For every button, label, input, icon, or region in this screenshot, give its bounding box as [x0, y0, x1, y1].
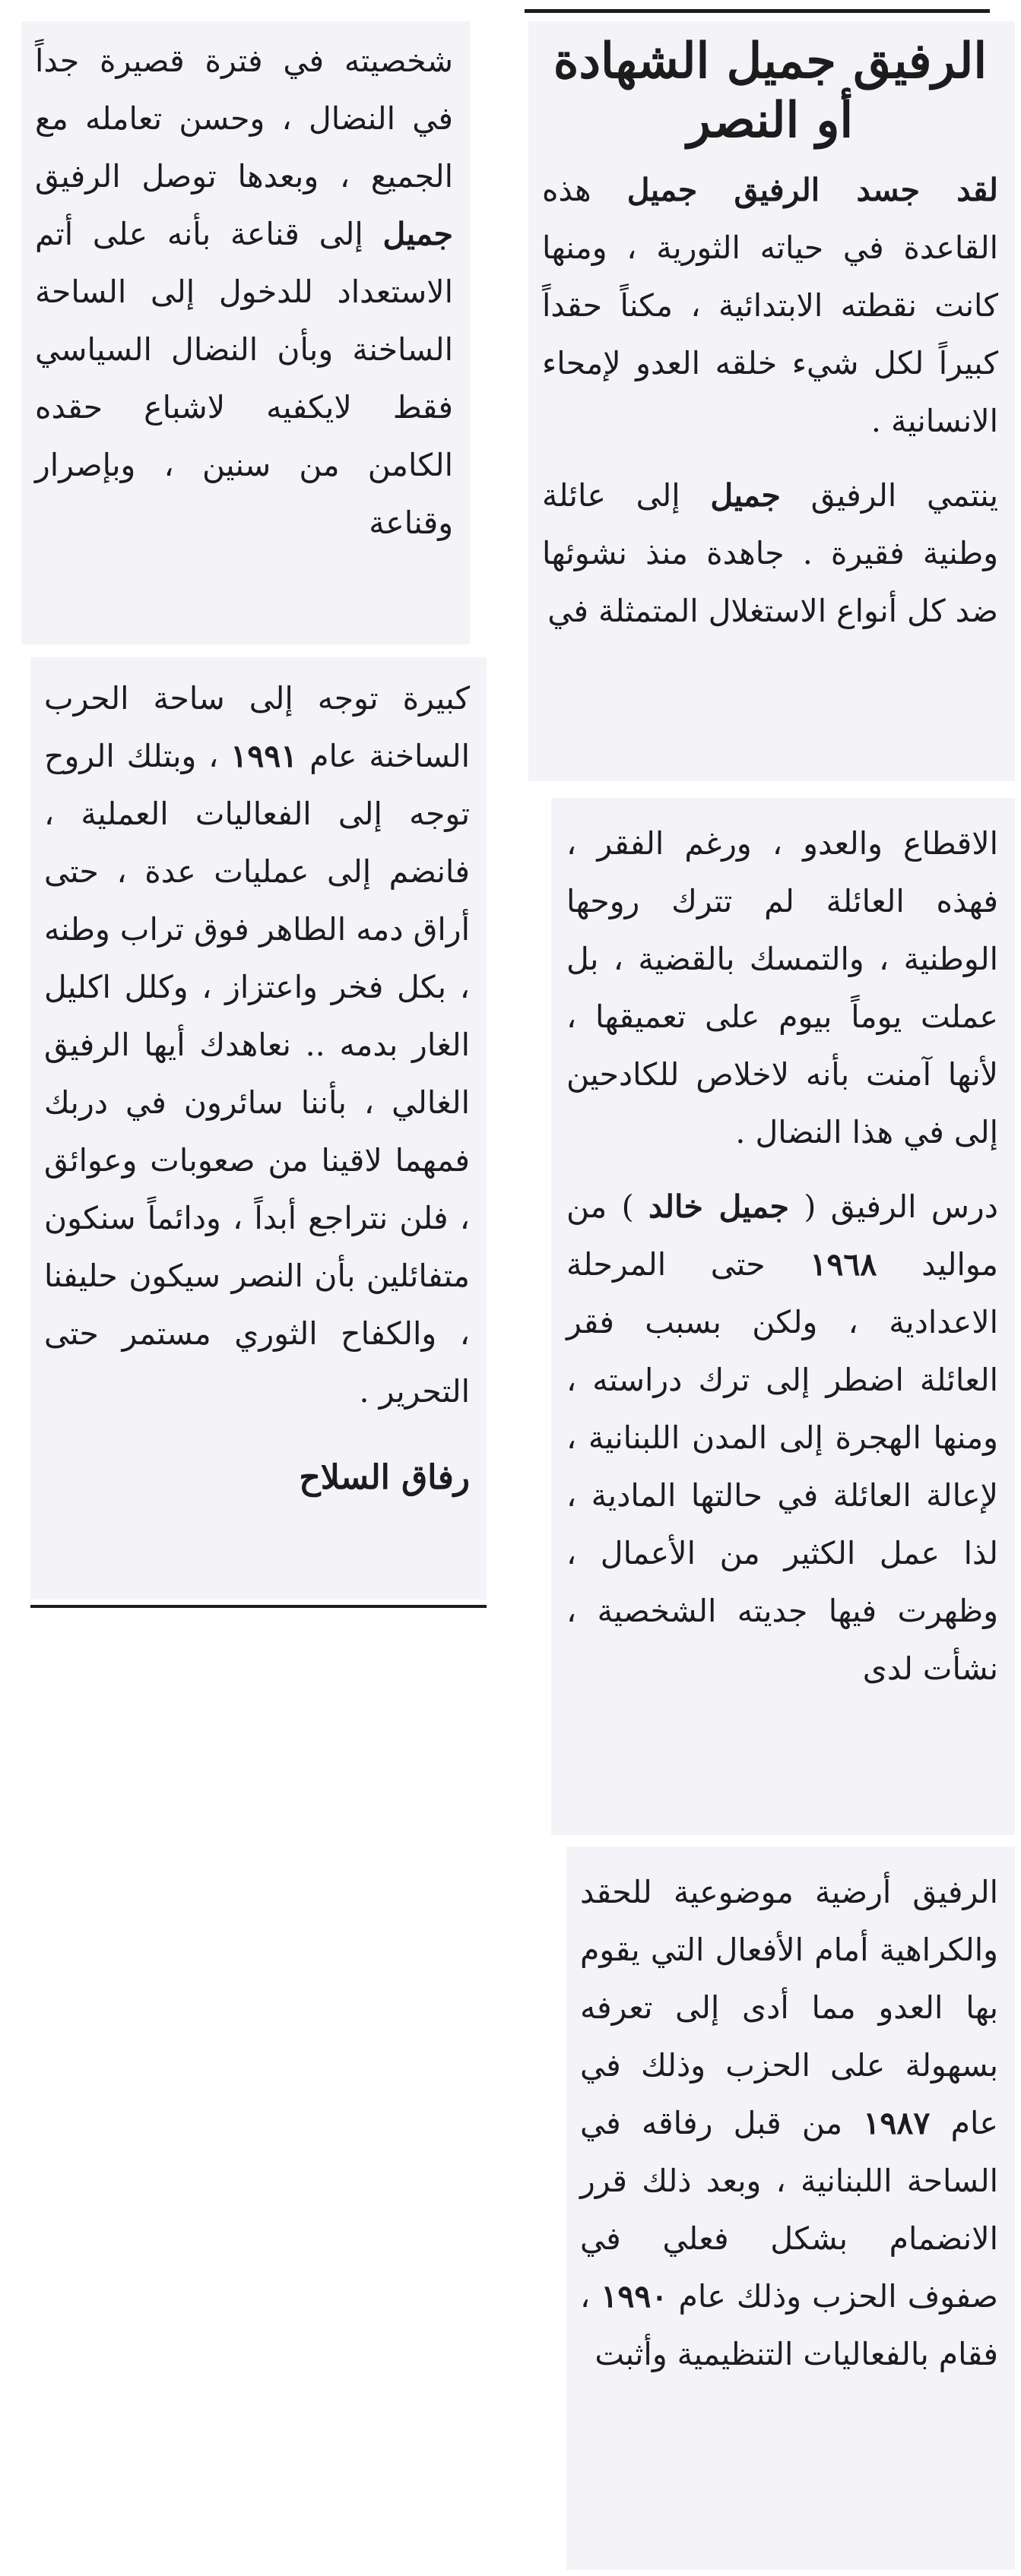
- paragraph: لقد جسد الرفيق جميل هذه القاعدة في حياته الثورية ، ومنها كانت نقطته الابتدائية ، مكناً حقداً كبيراً لكل شيء خلقه العدو لإمحاء الانسانية .: [542, 172, 998, 439]
- signature: رفاق السلاح: [299, 1458, 470, 1497]
- column-e: [30, 657, 487, 1600]
- bottom-rule: [30, 1605, 487, 1608]
- top-rule: [525, 9, 990, 13]
- year: ١٩٨٧: [863, 2105, 931, 2141]
- year: ١٩٩١: [230, 738, 298, 774]
- person-name: جميل: [710, 477, 781, 514]
- bold-lead: لقد جسد الرفيق جميل: [626, 172, 998, 208]
- column-d: [21, 21, 470, 644]
- year: ١٩٩٠: [601, 2278, 668, 2315]
- paragraph: كبيرة توجه إلى ساحة الحرب الساخنة عام ١٩٩١ ، وبتلك الروح توجه إلى الفعاليات العملية ، فانضم إلى عمليات عدة ، حتى أراق دمه الطاهر فوق تراب وطنه ، بكل فخر واعتزاز ، وكلل اكليل الغار بدمه .. نعاهدك أيها الرفيق الغالي ، بأننا سائرون في دربك فمهما لاقينا من صعوبات وعوائق ، فلن نتراجع أبداً ، ودائماً سنكون متفائلين بأن النصر سيكون حليفنا ، والكفاح الثوري مستمر حتى التحرير .: [44, 680, 470, 1410]
- column-b: [551, 798, 1015, 1835]
- paragraph: درس الرفيق ( جميل خالد ) من مواليد ١٩٦٨ حتى المرحلة الاعدادية ، ولكن بسبب فقر العائلة اضطر إلى ترك دراسته ، ومنها الهجرة إلى المدن اللبنانية ، لإعالة العائلة في حالتها المادية ، لذا عمل الكثير من الأعمال ، وظهرت فيها جديته الشخصية ، نشأت لدى: [566, 1188, 998, 1687]
- person-name: جميل: [382, 216, 453, 252]
- column-a: [528, 21, 1015, 781]
- person-name: جميل خالد: [648, 1188, 789, 1225]
- article-title: الرفيق جميل الشهادة أو النصر: [553, 33, 988, 149]
- year: ١٩٦٨: [810, 1246, 877, 1283]
- paragraph: الرفيق أرضية موضوعية للحقد والكراهية أمام الأفعال التي يقوم بها العدو مما أدى إلى تعرفه بسهولة على الحزب وذلك في عام ١٩٨٧ من قبل رفاقه في الساحة اللبنانية ، وبعد ذلك قرر الانضمام بشكل فعلي في صفوف الحزب وذلك عام ١٩٩٠ ، فقام بالفعاليات التنظيمية وأثبت: [580, 1874, 998, 2372]
- paragraph: الاقطاع والعدو ، ورغم الفقر ، فهذه العائلة لم تترك روحها الوطنية ، والتمسك بالقضية ، بل عملت يوماً بيوم على تعميقها ، لأنها آمنت بأنه لاخلاص للكادحين إلى في هذا النضال .: [566, 825, 998, 1150]
- paragraph: ينتمي الرفيق جميل إلى عائلة وطنية فقيرة . جاهدة منذ نشوئها ضد كل أنواع الاستغلال المتمثلة في: [542, 477, 998, 629]
- paragraph: شخصيته في فترة قصيرة جداً في النضال ، وحسن تعامله مع الجميع ، وبعدها توصل الرفيق جميل إلى قناعة بأنه على أتم الاستعداد للدخول إلى الساحة الساخنة وبأن النضال السياسي فقط لايكفيه لاشباع حقده الكامن من سنين ، وبإصرار وقناعة: [35, 43, 453, 541]
- column-c: [566, 1847, 1015, 2570]
